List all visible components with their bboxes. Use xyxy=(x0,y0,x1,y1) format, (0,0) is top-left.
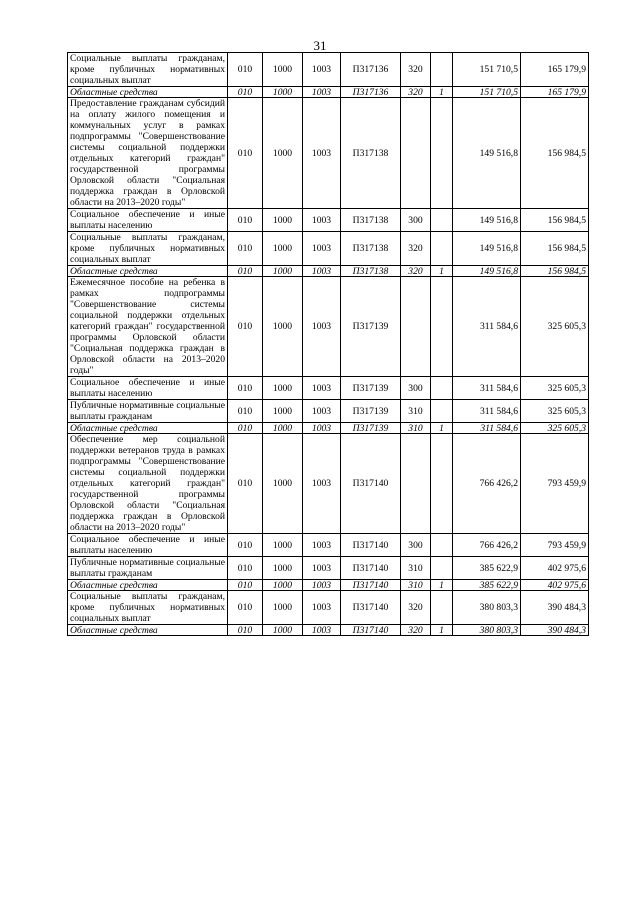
target-article-code: П317140 xyxy=(341,534,401,557)
expense-type-code xyxy=(401,98,431,209)
subsection-code: 1003 xyxy=(303,87,341,98)
target-article-code: П317138 xyxy=(341,209,401,232)
page-number: 31 xyxy=(313,38,327,53)
subsection-code: 1003 xyxy=(303,53,341,87)
section-code: 1000 xyxy=(263,277,303,377)
ministry-code: 010 xyxy=(228,98,263,209)
row-name: Областные средства xyxy=(68,87,228,98)
expense-type-code: 320 xyxy=(401,87,431,98)
source-code xyxy=(431,377,453,400)
table-row xyxy=(68,266,589,277)
ministry-code: 010 xyxy=(228,53,263,87)
expense-type-code xyxy=(401,434,431,534)
amount-year-1: 385 622,9 xyxy=(453,580,521,591)
expense-type-code: 310 xyxy=(401,580,431,591)
target-article-code: П317140 xyxy=(341,591,401,625)
amount-year-1: 311 584,6 xyxy=(453,277,521,377)
row-name: Социальное обеспечение и иные выплаты населению xyxy=(68,209,228,232)
expense-type-code: 300 xyxy=(401,209,431,232)
expense-type-code xyxy=(401,277,431,377)
source-code xyxy=(431,400,453,423)
table-row xyxy=(68,534,589,557)
ministry-code: 010 xyxy=(228,400,263,423)
subsection-code: 1003 xyxy=(303,266,341,277)
section-code: 1000 xyxy=(263,98,303,209)
expense-type-code: 320 xyxy=(401,266,431,277)
table-row xyxy=(68,53,589,87)
row-name: Областные средства xyxy=(68,266,228,277)
amount-year-2: 156 984,5 xyxy=(521,209,589,232)
ministry-code: 010 xyxy=(228,277,263,377)
ministry-code: 010 xyxy=(228,209,263,232)
amount-year-2: 156 984,5 xyxy=(521,98,589,209)
ministry-code: 010 xyxy=(228,423,263,434)
amount-year-2: 402 975,6 xyxy=(521,580,589,591)
expense-type-code: 320 xyxy=(401,625,431,636)
ministry-code: 010 xyxy=(228,377,263,400)
section-code: 1000 xyxy=(263,266,303,277)
row-name: Публичные нормативные социальные выплаты гражданам xyxy=(68,557,228,580)
expense-type-code: 300 xyxy=(401,534,431,557)
amount-year-1: 385 622,9 xyxy=(453,557,521,580)
section-code: 1000 xyxy=(263,591,303,625)
amount-year-2: 793 459,9 xyxy=(521,434,589,534)
target-article-code: П317139 xyxy=(341,377,401,400)
table-row xyxy=(68,591,589,625)
row-name: Социальные выплаты гражданам, кроме публичных нормативных социальных выплат xyxy=(68,591,228,625)
target-article-code: П317139 xyxy=(341,400,401,423)
amount-year-2: 156 984,5 xyxy=(521,232,589,266)
ministry-code: 010 xyxy=(228,625,263,636)
table-row xyxy=(68,580,589,591)
table-row xyxy=(68,557,589,580)
row-name: Обеспечение мер социальной поддержки ветеранов труда в рамках подпрограммы "Совершенствование системы социальной поддержки отдельных категорий граждан" государственной программы Орловской области "Социальная поддержка граждан в Орловской области на 2013–2020 годы" xyxy=(68,434,228,534)
source-code xyxy=(431,277,453,377)
amount-year-1: 766 426,2 xyxy=(453,434,521,534)
section-code: 1000 xyxy=(263,423,303,434)
expense-type-code: 320 xyxy=(401,53,431,87)
source-code: 1 xyxy=(431,625,453,636)
row-name: Социальные выплаты гражданам, кроме публичных нормативных социальных выплат xyxy=(68,53,228,87)
row-name: Социальное обеспечение и иные выплаты населению xyxy=(68,377,228,400)
row-name: Социальные выплаты гражданам, кроме публичных нормативных социальных выплат xyxy=(68,232,228,266)
amount-year-1: 380 803,3 xyxy=(453,591,521,625)
amount-year-1: 380 803,3 xyxy=(453,625,521,636)
amount-year-2: 325 605,3 xyxy=(521,423,589,434)
section-code: 1000 xyxy=(263,209,303,232)
target-article-code: П317140 xyxy=(341,434,401,534)
subsection-code: 1003 xyxy=(303,277,341,377)
amount-year-1: 149 516,8 xyxy=(453,232,521,266)
row-name: Публичные нормативные социальные выплаты гражданам xyxy=(68,400,228,423)
expense-type-code: 300 xyxy=(401,377,431,400)
amount-year-1: 151 710,5 xyxy=(453,53,521,87)
expense-type-code: 320 xyxy=(401,591,431,625)
table-row xyxy=(68,232,589,266)
amount-year-1: 151 710,5 xyxy=(453,87,521,98)
expense-type-code: 310 xyxy=(401,400,431,423)
target-article-code: П317140 xyxy=(341,625,401,636)
source-code xyxy=(431,434,453,534)
expense-type-code: 310 xyxy=(401,423,431,434)
ministry-code: 010 xyxy=(228,580,263,591)
section-code: 1000 xyxy=(263,625,303,636)
table-row xyxy=(68,434,589,534)
amount-year-2: 325 605,3 xyxy=(521,277,589,377)
amount-year-2: 402 975,6 xyxy=(521,557,589,580)
section-code: 1000 xyxy=(263,434,303,534)
section-code: 1000 xyxy=(263,87,303,98)
target-article-code: П317136 xyxy=(341,87,401,98)
table-row xyxy=(68,277,589,377)
section-code: 1000 xyxy=(263,580,303,591)
amount-year-2: 325 605,3 xyxy=(521,400,589,423)
ministry-code: 010 xyxy=(228,232,263,266)
section-code: 1000 xyxy=(263,53,303,87)
subsection-code: 1003 xyxy=(303,625,341,636)
ministry-code: 010 xyxy=(228,87,263,98)
table-row xyxy=(68,377,589,400)
table-body xyxy=(68,53,589,636)
target-article-code: П317138 xyxy=(341,266,401,277)
target-article-code: П317136 xyxy=(341,53,401,87)
target-article-code: П317139 xyxy=(341,423,401,434)
amount-year-2: 325 605,3 xyxy=(521,377,589,400)
source-code: 1 xyxy=(431,423,453,434)
ministry-code: 010 xyxy=(228,591,263,625)
subsection-code: 1003 xyxy=(303,377,341,400)
subsection-code: 1003 xyxy=(303,591,341,625)
amount-year-2: 165 179,9 xyxy=(521,87,589,98)
section-code: 1000 xyxy=(263,377,303,400)
subsection-code: 1003 xyxy=(303,400,341,423)
target-article-code: П317138 xyxy=(341,232,401,266)
section-code: 1000 xyxy=(263,232,303,266)
ministry-code: 010 xyxy=(228,266,263,277)
row-name: Областные средства xyxy=(68,580,228,591)
row-name: Областные средства xyxy=(68,625,228,636)
source-code xyxy=(431,591,453,625)
table-row xyxy=(68,423,589,434)
source-code xyxy=(431,53,453,87)
amount-year-1: 311 584,6 xyxy=(453,423,521,434)
subsection-code: 1003 xyxy=(303,232,341,266)
subsection-code: 1003 xyxy=(303,209,341,232)
table-row xyxy=(68,87,589,98)
budget-table xyxy=(67,52,589,636)
row-name: Предоставление гражданам субсидий на оплату жилого помещения и коммунальных услуг в рамках подпрограммы "Совершенствование системы социальной поддержки отдельных категорий граждан" государственной программы Орловской области "Социальная поддержка граждан в Орловской области на 2013–2020 годы" xyxy=(68,98,228,209)
amount-year-1: 766 426,2 xyxy=(453,534,521,557)
subsection-code: 1003 xyxy=(303,98,341,209)
source-code: 1 xyxy=(431,87,453,98)
source-code xyxy=(431,534,453,557)
target-article-code: П317140 xyxy=(341,580,401,591)
amount-year-2: 156 984,5 xyxy=(521,266,589,277)
target-article-code: П317139 xyxy=(341,277,401,377)
source-code: 1 xyxy=(431,580,453,591)
subsection-code: 1003 xyxy=(303,423,341,434)
amount-year-1: 149 516,8 xyxy=(453,98,521,209)
target-article-code: П317140 xyxy=(341,557,401,580)
amount-year-2: 390 484,3 xyxy=(521,625,589,636)
subsection-code: 1003 xyxy=(303,557,341,580)
amount-year-2: 390 484,3 xyxy=(521,591,589,625)
source-code xyxy=(431,557,453,580)
table-row xyxy=(68,98,589,209)
amount-year-1: 149 516,8 xyxy=(453,266,521,277)
expense-type-code: 320 xyxy=(401,232,431,266)
subsection-code: 1003 xyxy=(303,580,341,591)
subsection-code: 1003 xyxy=(303,434,341,534)
source-code: 1 xyxy=(431,266,453,277)
table-row xyxy=(68,400,589,423)
table-row xyxy=(68,625,589,636)
ministry-code: 010 xyxy=(228,434,263,534)
expense-type-code: 310 xyxy=(401,557,431,580)
source-code xyxy=(431,209,453,232)
amount-year-1: 311 584,6 xyxy=(453,400,521,423)
amount-year-1: 311 584,6 xyxy=(453,377,521,400)
row-name: Социальное обеспечение и иные выплаты населению xyxy=(68,534,228,557)
row-name: Областные средства xyxy=(68,423,228,434)
section-code: 1000 xyxy=(263,534,303,557)
target-article-code: П317138 xyxy=(341,98,401,209)
ministry-code: 010 xyxy=(228,557,263,580)
amount-year-2: 793 459,9 xyxy=(521,534,589,557)
source-code xyxy=(431,232,453,266)
table-row xyxy=(68,209,589,232)
subsection-code: 1003 xyxy=(303,534,341,557)
section-code: 1000 xyxy=(263,557,303,580)
section-code: 1000 xyxy=(263,400,303,423)
amount-year-1: 149 516,8 xyxy=(453,209,521,232)
ministry-code: 010 xyxy=(228,534,263,557)
amount-year-2: 165 179,9 xyxy=(521,53,589,87)
source-code xyxy=(431,98,453,209)
row-name: Ежемесячное пособие на ребенка в рамках подпрограммы "Совершенствование системы социальной поддержки отдельных категорий граждан" государственной программы Орловской области "Социальная поддержка граждан в Орловской области на 2013–2020 годы" xyxy=(68,277,228,377)
